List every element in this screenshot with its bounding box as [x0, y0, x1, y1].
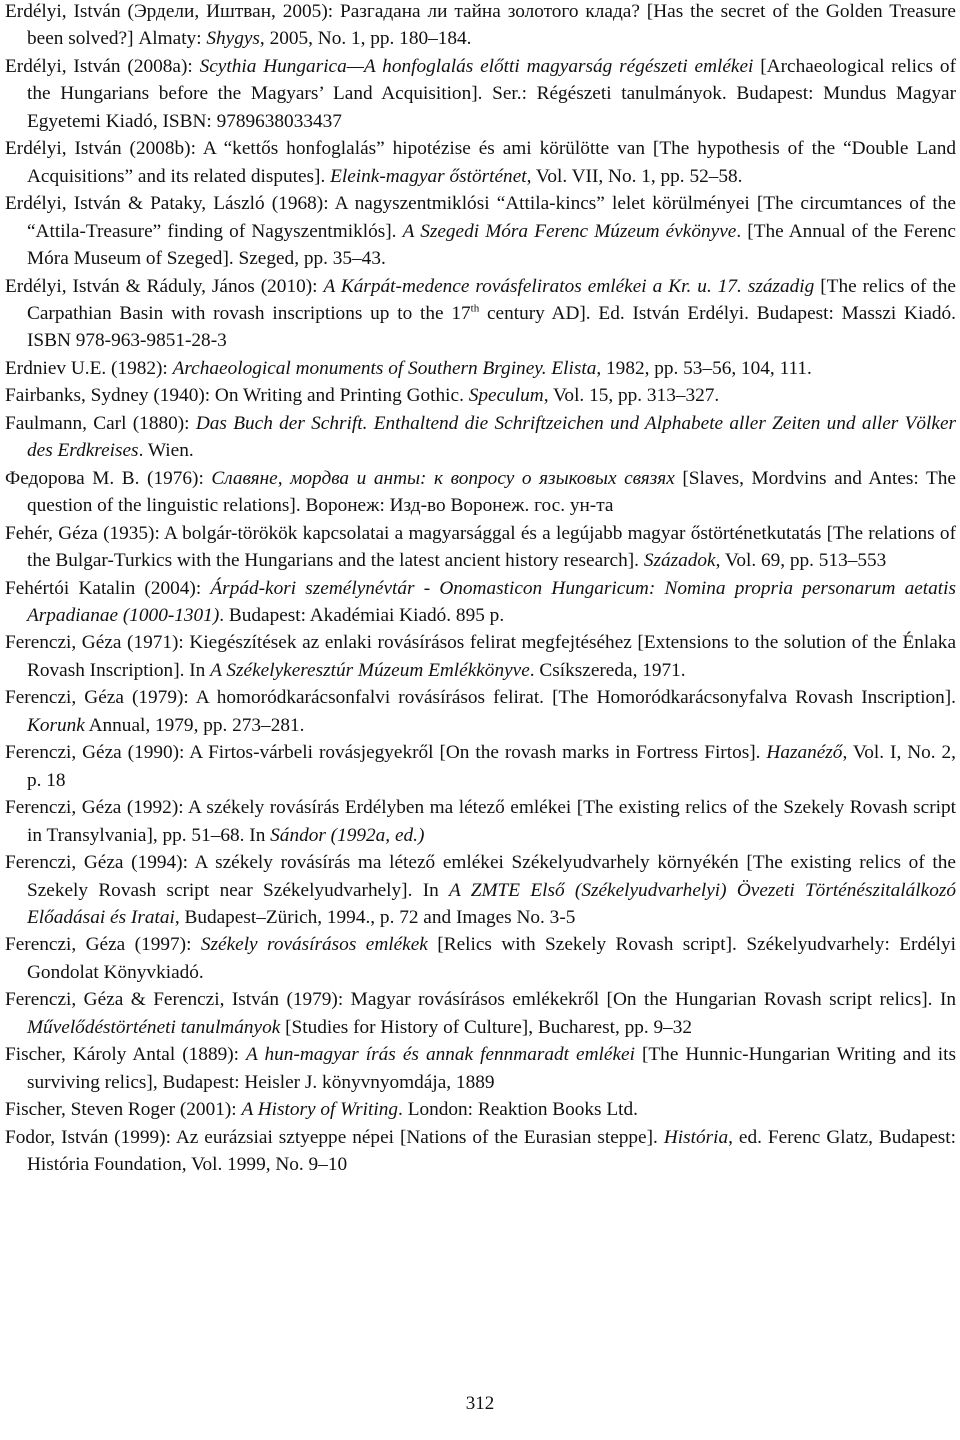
reference-italic-text: Korunk [27, 714, 85, 736]
reference-text: , Vol. VII, No. 1, pp. 52–58. [526, 165, 743, 187]
reference-text: Erdélyi, István & Ráduly, János (2010): [5, 275, 324, 297]
reference-italic-text: História [663, 1126, 729, 1148]
reference-text: , 1982, pp. 53–56, 104, 111. [596, 357, 812, 379]
reference-italic-text: A Székelykeresztúr Múzeum Emlékkönyve [210, 659, 530, 681]
reference-entry [5, 190, 956, 272]
reference-text: Ferenczi, Géza (1971): Kiegészítések az enlaki rovásírásos felirat megfejtéséhez [Extensions to the solution of the Énlaka Rovash Inscription]. In [5, 632, 956, 681]
reference-text: , ed. Ferenc Glatz, Budapest: História Foundation, Vol. 1999, No. 9–10 [27, 1126, 956, 1176]
reference-text: . [The Annual of the Ferenc Móra Museum of Szeged]. Szeged, pp. 35–43. [27, 220, 956, 270]
reference-entry [5, 410, 957, 465]
reference-italic-text: Századok [643, 550, 716, 572]
reference-text: Fehér, Géza (1935): A bolgár-törökök kapcsolatai a magyarsággal és a legújabb magyar őstörténetkutatás [The relations of the Bulgar-Turkics with the Hungarians and the latest ancient history research]. [5, 522, 956, 572]
reference-text: , Vol. 69, pp. 513–553 [715, 550, 887, 572]
reference-italic-text: Speculum [468, 385, 544, 407]
reference-entry [5, 986, 956, 1041]
reference-text: Ferenczi, Géza (1997): [5, 934, 201, 956]
reference-italic-text: Székely rovásírásos emlékek [200, 934, 428, 956]
reference-italic-text: A hun-magyar írás és annak fennmaradt emlékei [246, 1044, 635, 1066]
reference-text: Fodor, István (1999): Az eurázsiai sztyeppe népei [Nations of the Eurasian steppe]. [5, 1126, 664, 1148]
reference-text: Erdélyi, István (Эрдели, Иштван, 2005): Разгадана ли тайна золотого клада? [Has the secret of the Golden Treasure been solved?] Almaty: [5, 1, 956, 50]
reference-text: Fehértói Katalin (2004): [5, 577, 211, 599]
reference-entry [5, 273, 956, 355]
reference-italic-text: A ZMTE Első (Székelyudvarhelyi) Övezeti Történészitalálkozó Előadásai és Iratai [27, 879, 956, 928]
reference-text: Erdniev U.E. (1982): [5, 357, 173, 379]
reference-entry [5, 53, 956, 135]
reference-entry [5, 794, 956, 849]
reference-text: Erdélyi, István (2008a): [5, 55, 200, 77]
reference-entry [5, 1041, 957, 1096]
reference-text: Annual, 1979, pp. 273–281. [84, 714, 305, 736]
reference-entry [5, 0, 956, 53]
reference-entry [5, 355, 956, 382]
reference-text: Fischer, Steven Roger (2001): [5, 1099, 242, 1121]
reference-entry [5, 629, 956, 684]
reference-text: Ferenczi, Géza (1994): A székely rovásírás ma létező emlékei Székelyudvarhely környékén [The existing relics of the Szekely Rovash script near Székelyudvarhely]. In [5, 852, 956, 901]
reference-entry [5, 1096, 956, 1123]
reference-italic-text: Shygys [206, 28, 260, 50]
reference-italic-text: Archaeological monuments of Southern Brginey. Elista [172, 357, 597, 379]
reference-italic-text: A History of Writing [241, 1099, 399, 1121]
reference-text: . Csíkszereda, 1971. [529, 659, 686, 681]
reference-italic-text: Славяне, мордва и анты: к вопросу о языковых связях [211, 467, 675, 489]
reference-text: . London: Reaktion Books Ltd. [398, 1099, 638, 1121]
reference-text: . Wien. [138, 440, 194, 462]
reference-entry [5, 465, 956, 520]
reference-superscript: th [470, 302, 480, 315]
reference-italic-text: Scythia Hungarica—A honfoglalás előtti magyarság régészeti emlékei [199, 55, 754, 77]
reference-text: Ferenczi, Géza (1992): A székely rovásírás Erdélyben ma létező emlékei [The existing relics of the Szekely Rovash script in Transylvania], pp. 51–68. In [5, 797, 956, 846]
reference-italic-text: A Szegedi Móra Ferenc Múzeum évkönyve [402, 220, 737, 242]
reference-entry [5, 135, 956, 190]
reference-text: Faulmann, Carl (1880): [5, 412, 196, 434]
reference-text: Erdélyi, István & Pataky, László (1968): A nagyszentmiklósi “Attila-kincs” lelet körülményei [The circumtances of the “Attila-Treasure” finding of Nagyszentmiklós]. [5, 193, 956, 242]
reference-entry [5, 931, 956, 986]
reference-text: , Vol. 15, pp. 313–327. [543, 385, 720, 407]
reference-italic-text: Das Buch der Schrift. Enthaltend die Schriftzeichen und Alphabete aller Zeiten und aller Völker des Erdkreises [27, 412, 957, 462]
reference-text: [The relics of the Carpathian Basin with rovash inscriptions up to the 17 [27, 275, 956, 324]
reference-entry [5, 1124, 956, 1179]
reference-text: [Relics with Szekely Rovash script]. Székelyudvarhely: Erdélyi Gondolat Könyvkiadó. [27, 934, 956, 983]
reference-entry [5, 849, 956, 931]
reference-italic-text: A Kárpát-medence rovásfeliratos emlékei a Kr. u. 17. századig [323, 275, 815, 297]
reference-text: , 2005, No. 1, pp. 180–184. [259, 28, 472, 50]
reference-text: , Budapest–Zürich, 1994., p. 72 and Images No. 3-5 [174, 906, 576, 928]
reference-text: [Archaeological relics of the Hungarians before the Magyars’ Land Acquisition]. Ser.: Régészeti tanulmányok. Budapest: Mundus Magyar Egyetemi Kiadó, ISBN: 9789638033437 [27, 55, 956, 132]
reference-list [5, 0, 956, 1178]
reference-text: Erdélyi, István (2008b): A “kettős honfoglalás” hipotézise és ami körülötte van [The hypothesis of the “Double Land Acquisitions” and its related disputes]. [5, 138, 956, 187]
reference-text: [Slaves, Mordvins and Antes: The question of the linguistic relations]. Воронеж: Изд-во Воронеж. гос. ун-та [27, 467, 956, 517]
reference-text: Ferenczi, Géza (1979): A homoródkarácsonfalvi rovásírásos felirat. [The Homoródkarácsonyfalva Rovash Inscription]. [5, 687, 956, 709]
reference-text: Ferenczi, Géza (1990): A Firtos-várbeli rovásjegyekről [On the rovash marks in Fortress Firtos]. [5, 742, 767, 764]
reference-entry [5, 739, 956, 794]
reference-italic-text: Eleink-magyar őstörténet [330, 165, 527, 187]
page-number: 312 [465, 1393, 495, 1414]
reference-entry [5, 575, 956, 630]
reference-text: Федорова М. В. (1976): [5, 467, 212, 489]
reference-text: Fairbanks, Sydney (1940): On Writing and Printing Gothic. [5, 385, 469, 407]
reference-text: Fischer, Károly Antal (1889): [5, 1044, 247, 1066]
reference-text: Ferenczi, Géza & Ferenczi, István (1979): Magyar rovásírásos emlékekről [On the Hungarian Rovash script relics]. In [5, 989, 956, 1011]
reference-entry [5, 684, 956, 739]
reference-italic-text: Művelődéstörténeti tanulmányok [27, 1016, 281, 1038]
reference-text: [Studies for History of Culture], Bucharest, pp. 9–32 [280, 1016, 693, 1038]
reference-text: century AD]. Ed. István Erdélyi. Budapest: Masszi Kiadó. ISBN 978-963-9851-28-3 [27, 302, 956, 352]
reference-italic-text: Hazanéző [766, 742, 843, 764]
reference-text: , Vol. I, No. 2, p. 18 [27, 742, 956, 791]
reference-text: [The Hunnic-Hungarian Writing and its surviving relics], Budapest: Heisler J. könyvnyomdája, 1889 [27, 1044, 957, 1093]
reference-entry [5, 382, 956, 409]
reference-entry [5, 520, 956, 575]
reference-text: . Budapest: Akadémiai Kiadó. 895 p. [219, 604, 505, 626]
reference-italic-text: Sándor (1992a, ed.) [270, 824, 425, 846]
reference-italic-text: Árpád-kori személynévtár - Onomasticon Hungaricum: Nomina propria personarum aetatis Arpadianae (1000-1301) [27, 577, 956, 626]
